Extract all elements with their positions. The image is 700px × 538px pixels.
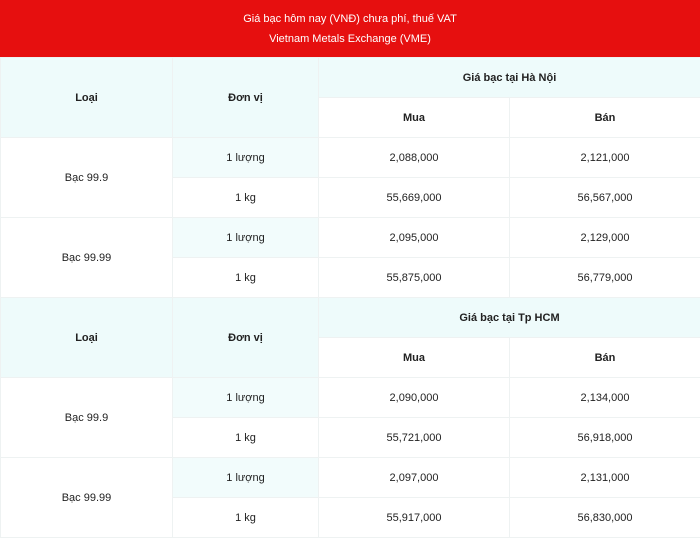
product-name: Bạc 99.99 (1, 218, 173, 298)
col-header-buy: Mua (319, 338, 510, 378)
unit-cell: 1 kg (173, 418, 319, 458)
buy-price: 55,669,000 (319, 178, 510, 218)
location-header-hcm: Giá bạc tại Tp HCM (319, 298, 700, 338)
banner-source: Vietnam Metals Exchange (VME) (269, 29, 431, 49)
buy-price: 2,097,000 (319, 458, 510, 498)
unit-cell: 1 kg (173, 498, 319, 538)
product-name: Bạc 99.99 (1, 458, 173, 538)
buy-price: 2,095,000 (319, 218, 510, 258)
col-header-unit: Đơn vị (173, 58, 319, 138)
unit-cell: 1 lượng (173, 218, 319, 258)
sell-price: 2,134,000 (510, 378, 700, 418)
table-row (1, 138, 700, 178)
product-name: Bạc 99.9 (1, 378, 173, 458)
col-header-unit: Đơn vị (173, 298, 319, 378)
unit-cell: 1 kg (173, 258, 319, 298)
col-header-buy: Mua (319, 98, 510, 138)
sell-price: 2,121,000 (510, 138, 700, 178)
buy-price: 55,917,000 (319, 498, 510, 538)
sell-price: 56,779,000 (510, 258, 700, 298)
col-header-type: Loại (1, 58, 173, 138)
sell-price: 56,567,000 (510, 178, 700, 218)
section-header-row (1, 58, 700, 98)
table-row (1, 458, 700, 498)
col-header-type: Loại (1, 298, 173, 378)
col-header-sell: Bán (510, 98, 700, 138)
silver-price-table (0, 57, 700, 538)
sell-price: 2,131,000 (510, 458, 700, 498)
price-banner (0, 0, 700, 57)
sell-price: 56,830,000 (510, 498, 700, 538)
banner-title: Giá bạc hôm nay (VNĐ) chưa phí, thuế VAT (243, 9, 457, 29)
buy-price: 2,088,000 (319, 138, 510, 178)
location-header-hanoi: Giá bạc tại Hà Nội (319, 58, 700, 98)
buy-price: 55,875,000 (319, 258, 510, 298)
product-name: Bạc 99.9 (1, 138, 173, 218)
sell-price: 56,918,000 (510, 418, 700, 458)
section-header-row (1, 298, 700, 338)
unit-cell: 1 lượng (173, 458, 319, 498)
buy-price: 2,090,000 (319, 378, 510, 418)
buy-price: 55,721,000 (319, 418, 510, 458)
unit-cell: 1 kg (173, 178, 319, 218)
col-header-sell: Bán (510, 338, 700, 378)
unit-cell: 1 lượng (173, 378, 319, 418)
unit-cell: 1 lượng (173, 138, 319, 178)
table-row (1, 218, 700, 258)
table-row (1, 378, 700, 418)
sell-price: 2,129,000 (510, 218, 700, 258)
